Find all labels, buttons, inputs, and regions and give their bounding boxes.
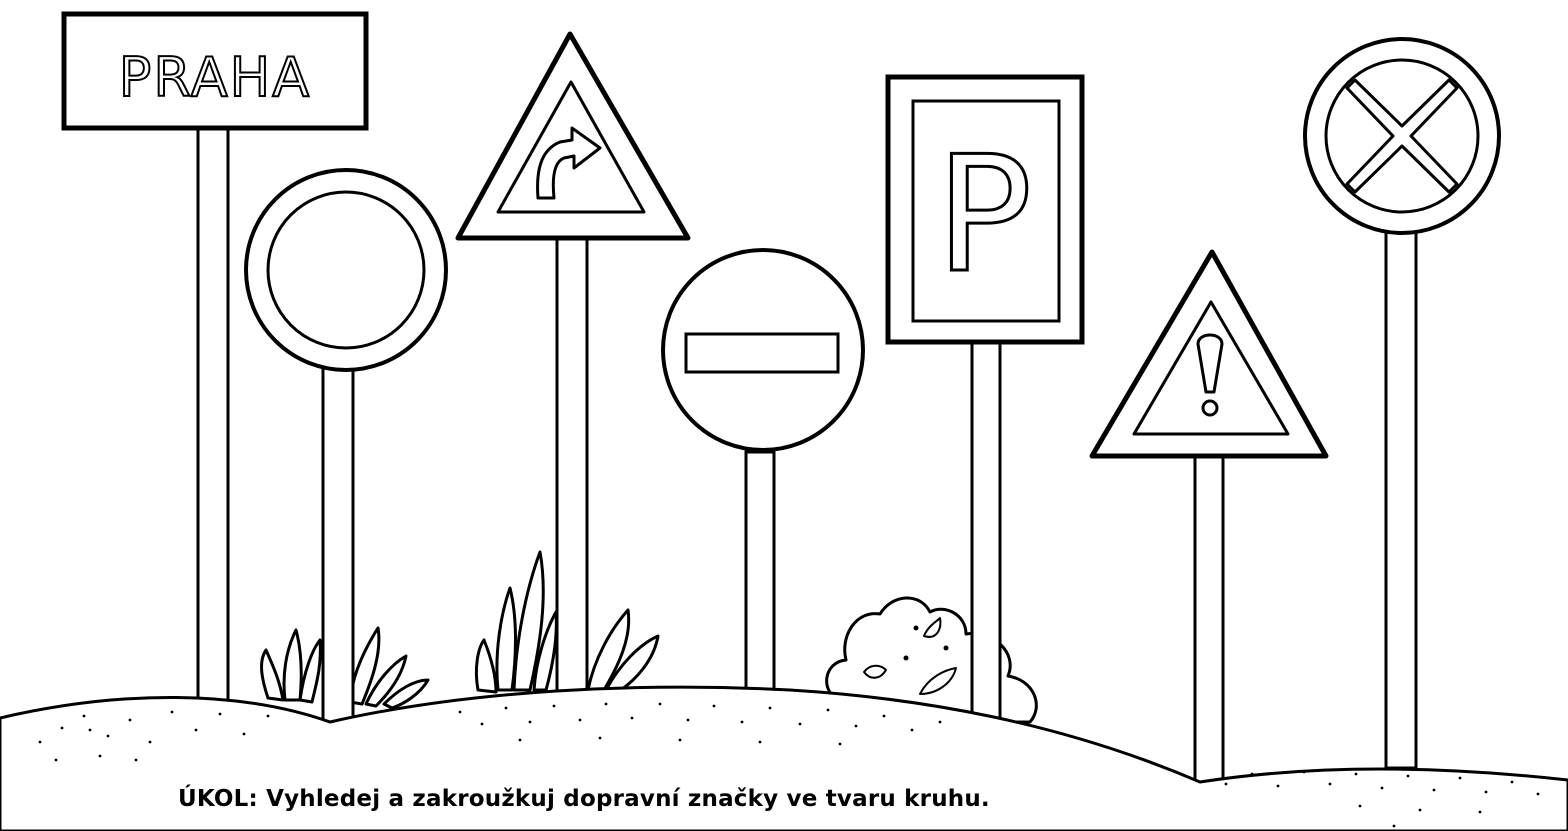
triangle-sign-warning <box>1092 252 1326 456</box>
round-sign-no-entry <box>663 250 863 450</box>
no-entry-bar-icon <box>686 334 838 372</box>
triangle-sign-curve <box>458 34 688 238</box>
round-sign-no-vehicles <box>246 170 446 370</box>
task-instruction: ÚKOL: Vyhledej a zakroužkuj dopravní značky ve tvaru kruhu. <box>178 786 990 812</box>
round-sign-no-stopping <box>1305 39 1499 233</box>
city-name-sign <box>64 14 366 128</box>
parking-letter-text: P <box>935 121 1033 308</box>
parking-sign <box>888 77 1082 342</box>
city-name-text: PRAHA <box>118 46 312 109</box>
